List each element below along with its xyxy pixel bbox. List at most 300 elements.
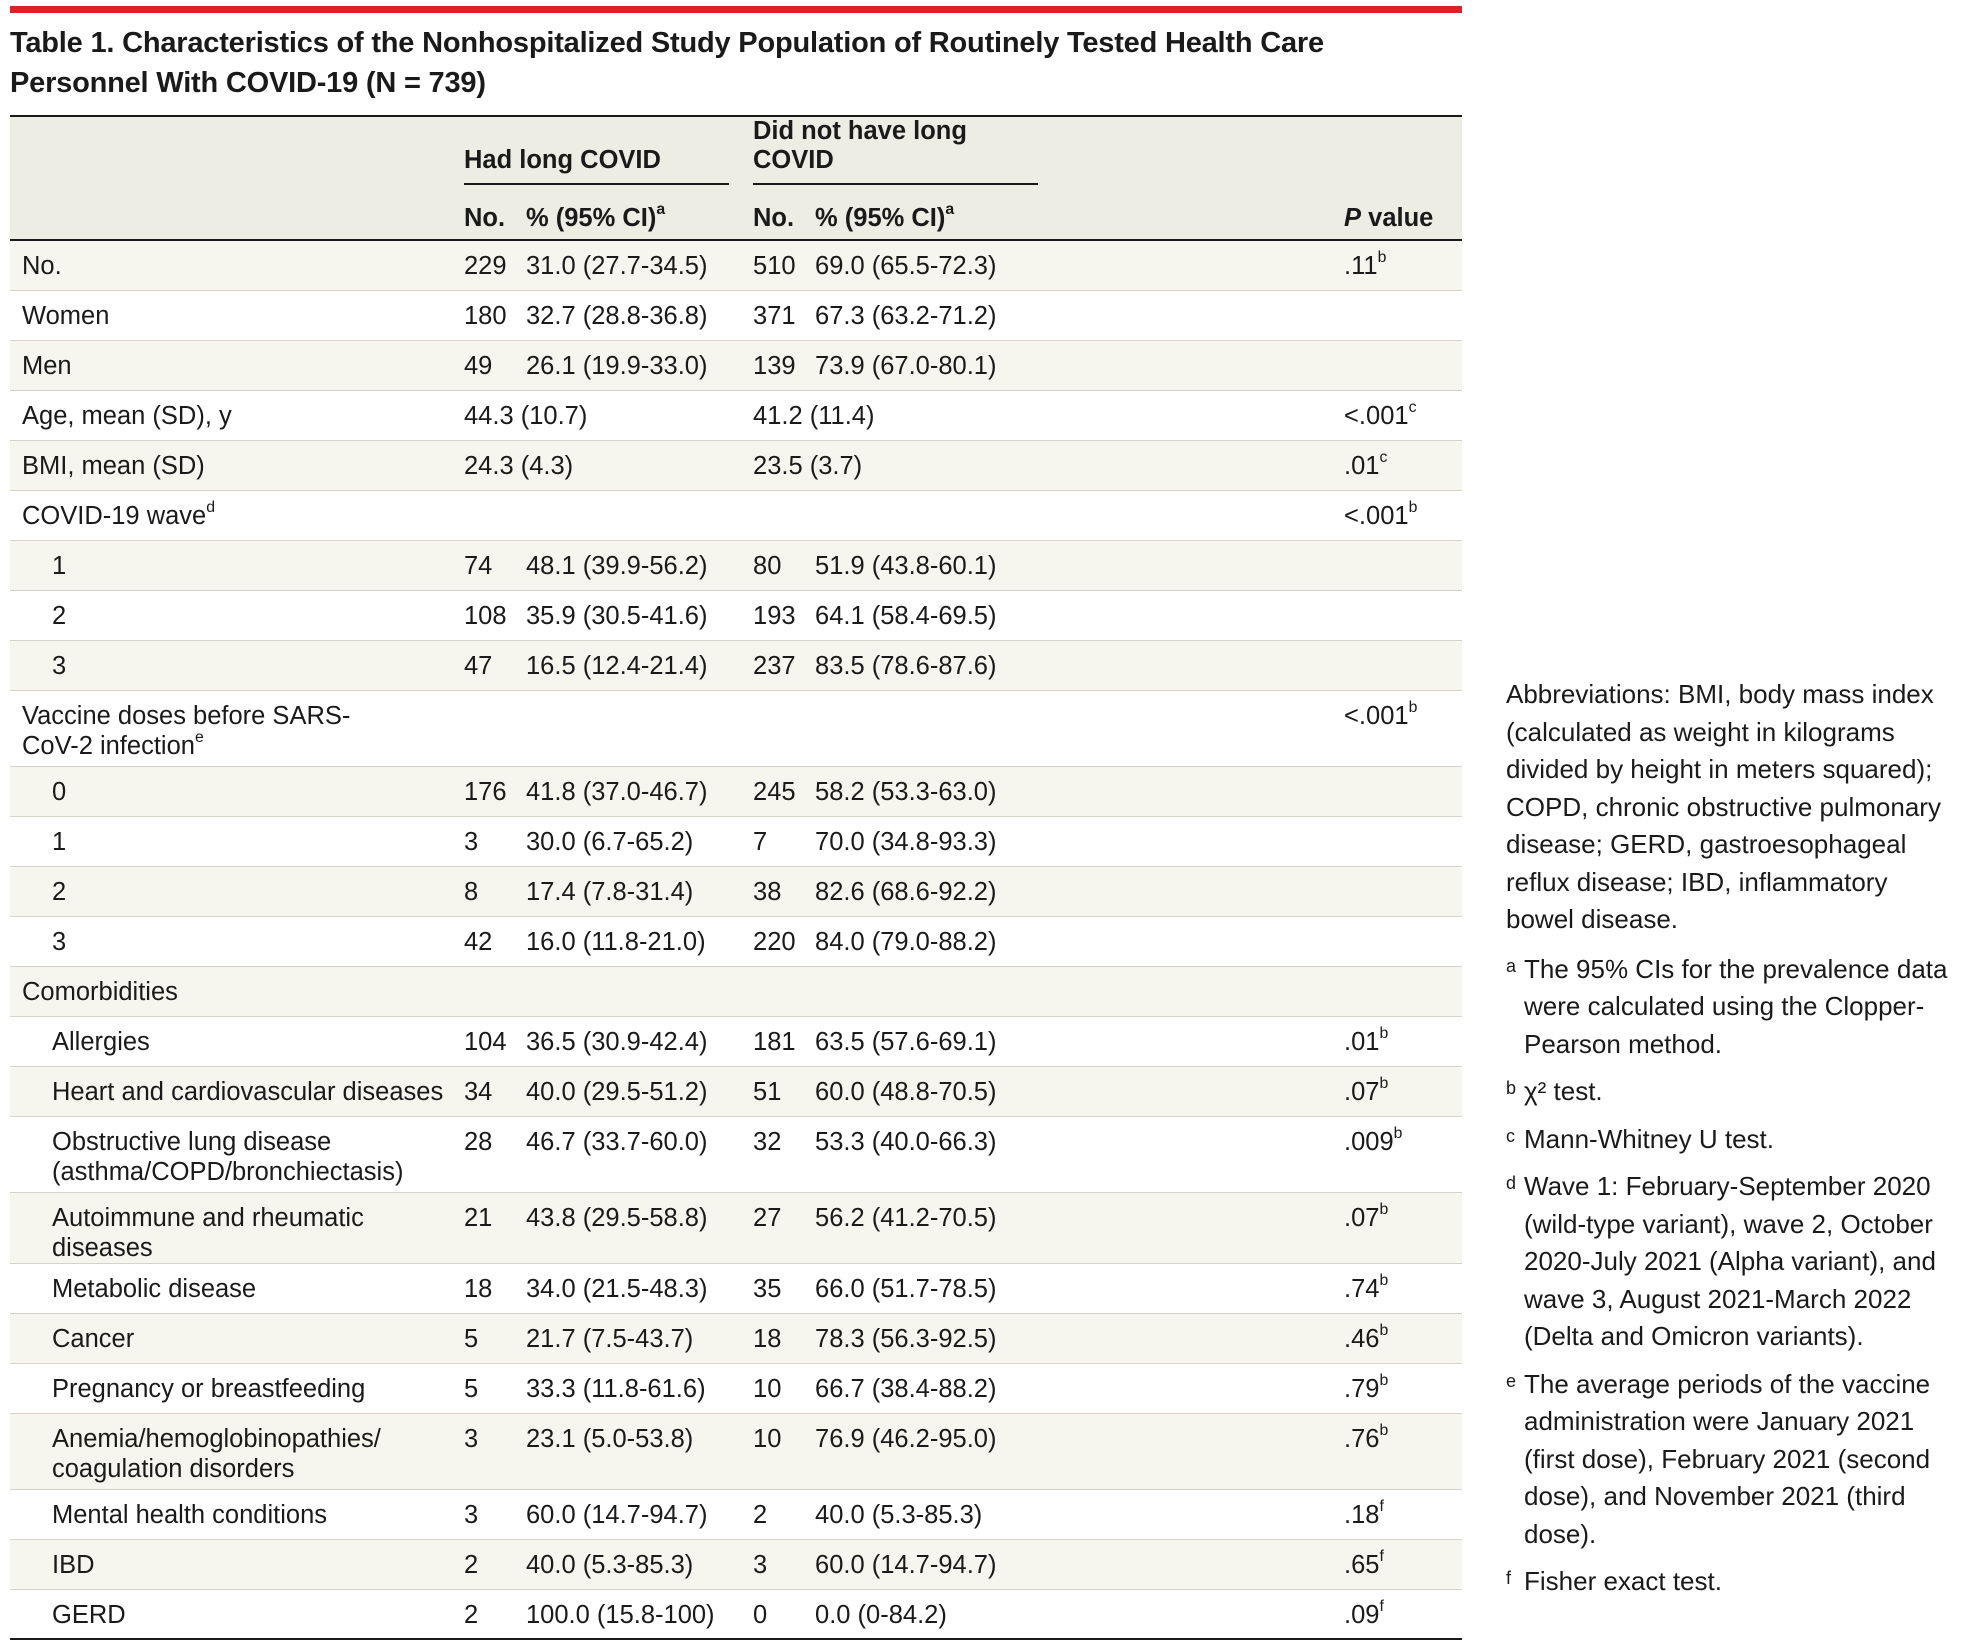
cell-pct-long — [526, 240, 753, 290]
row-label-text: Men — [22, 351, 72, 380]
cell-pct-long — [526, 490, 753, 540]
cell-no-not — [753, 1539, 815, 1589]
cell-no-long — [464, 540, 526, 590]
cell-no-long — [464, 1313, 526, 1363]
cell-p-value — [1062, 540, 1462, 590]
table-row — [10, 440, 1462, 490]
cell-pct-not-text: 58.2 (53.3-63.0) — [815, 777, 997, 806]
cell-no-not-text: 2 — [753, 1500, 768, 1529]
footnote — [1506, 951, 1956, 1064]
p-value-sup: b — [1379, 1321, 1389, 1339]
cell-no-not-text: 181 — [753, 1027, 796, 1056]
cell-pct-long-text: 35.9 (30.5-41.6) — [526, 601, 708, 630]
cell-no-not-text: 38 — [753, 877, 782, 906]
cell-p-value — [1062, 1192, 1462, 1263]
row-label-text: 2 — [52, 877, 67, 906]
header-pct-not-sup: a — [945, 201, 955, 219]
table-header — [10, 116, 1462, 240]
cell-pct-not — [815, 1413, 1062, 1489]
table-row — [10, 1589, 1462, 1639]
cell-no-long — [464, 866, 526, 916]
cell-pct-not-text: 70.0 (34.8-93.3) — [815, 827, 997, 856]
row-label — [10, 440, 464, 490]
cell-pct-not-text: 56.2 (41.2-70.5) — [815, 1203, 997, 1232]
cell-no-long — [464, 1363, 526, 1413]
cell-mean-not — [753, 440, 1062, 490]
table-row — [10, 866, 1462, 916]
cell-no-not-text: 237 — [753, 651, 796, 680]
row-label-text: COVID-19 wave — [22, 501, 207, 530]
row-label — [10, 1489, 464, 1539]
cell-no-long-text: 49 — [464, 351, 493, 380]
cell-no-not-text: 27 — [753, 1203, 782, 1232]
cell-no-not-text: 18 — [753, 1324, 782, 1353]
footnote — [1506, 1121, 1956, 1159]
cell-no-not — [753, 1413, 815, 1489]
row-label — [10, 1016, 464, 1066]
cell-no-long — [464, 1589, 526, 1639]
cell-no-not — [753, 1363, 815, 1413]
cell-no-long-text: 2 — [464, 1550, 479, 1579]
p-value-sup: b — [1408, 698, 1418, 716]
cell-no-not — [753, 1263, 815, 1313]
cell-no-not — [753, 1313, 815, 1363]
cell-no-not-text: 7 — [753, 827, 768, 856]
p-value-sup: b — [1377, 249, 1387, 267]
cell-no-not — [753, 766, 815, 816]
cell-no-not — [753, 916, 815, 966]
footnote-mark: d — [1506, 1173, 1517, 1193]
cell-pct-long — [526, 866, 753, 916]
group-label-no-long-covid: Did not have long COVID — [753, 117, 1038, 185]
cell-p-value — [1062, 1016, 1462, 1066]
p-value-sup: b — [1379, 1024, 1389, 1042]
cell-pct-not-text: 67.3 (63.2-71.2) — [815, 301, 997, 330]
cell-no-long — [464, 1066, 526, 1116]
table-row — [10, 640, 1462, 690]
cell-pct-not-text: 53.3 (40.0-66.3) — [815, 1127, 997, 1156]
table-row — [10, 240, 1462, 290]
p-value-sup: b — [1379, 1271, 1389, 1289]
cell-no-long — [464, 816, 526, 866]
cell-pct-long — [526, 540, 753, 590]
footnote — [1506, 1563, 1956, 1601]
row-label-text: 0 — [52, 777, 67, 806]
row-label-text: BMI, mean (SD) — [22, 451, 205, 480]
cell-no-not-text: 510 — [753, 252, 796, 280]
cell-no-long-text: 5 — [464, 1374, 479, 1403]
cell-no-long — [464, 290, 526, 340]
cell-pct-long — [526, 1263, 753, 1313]
characteristics-table — [10, 115, 1462, 1640]
cell-p-value — [1062, 690, 1462, 766]
p-value-sup: b — [1379, 1200, 1389, 1218]
cell-pct-long — [526, 1016, 753, 1066]
row-label — [10, 966, 464, 1016]
cell-pct-not-text: 60.0 (14.7-94.7) — [815, 1550, 997, 1579]
footnote-text: The 95% CIs for the prevalence data were calculated using the Clopper-Pearson method. — [1524, 953, 1948, 1059]
row-label — [10, 1539, 464, 1589]
row-label — [10, 640, 464, 690]
cell-p-value-text: .11 — [1344, 252, 1378, 280]
cell-pct-not — [815, 340, 1062, 390]
cell-pct-not-text: 76.9 (46.2-95.0) — [815, 1424, 997, 1453]
row-label-text: Allergies — [52, 1027, 150, 1056]
cell-p-value-text: .01 — [1344, 1027, 1380, 1056]
header-pct-long — [526, 185, 753, 240]
row-label — [10, 1413, 464, 1489]
row-label-text: 3 — [52, 651, 67, 680]
footnote-mark: c — [1506, 1125, 1515, 1146]
p-value-sup: f — [1379, 1497, 1384, 1515]
cell-pct-not — [815, 1192, 1062, 1263]
cell-p-value-text: .76 — [1344, 1424, 1380, 1453]
cell-p-value-text: <.001 — [1344, 401, 1409, 430]
row-label — [10, 690, 464, 766]
cell-p-value-text: .009 — [1344, 1127, 1394, 1156]
row-label-text: Women — [22, 301, 110, 330]
cell-no-long-text: 176 — [464, 777, 507, 806]
cell-no-not — [753, 1589, 815, 1639]
row-label-sup: e — [194, 728, 204, 746]
row-label — [10, 766, 464, 816]
cell-pct-not — [815, 1489, 1062, 1539]
cell-p-value — [1062, 490, 1462, 540]
cell-no-long — [464, 1192, 526, 1263]
table-row — [10, 916, 1462, 966]
cell-no-long-text: 74 — [464, 551, 493, 580]
cell-pct-not-text: 83.5 (78.6-87.6) — [815, 651, 997, 680]
cell-no-not-text: 80 — [753, 551, 782, 580]
row-label — [10, 1363, 464, 1413]
cell-p-value — [1062, 240, 1462, 290]
row-label-text: Autoimmune and rheumatic diseases — [52, 1203, 364, 1262]
cell-pct-not — [815, 1066, 1062, 1116]
cell-no-not — [753, 490, 815, 540]
cell-p-value-text: .07 — [1344, 1203, 1380, 1232]
cell-p-value — [1062, 440, 1462, 490]
row-label-text: Age, mean (SD), y — [22, 401, 232, 430]
cell-pct-not — [815, 590, 1062, 640]
footnote-mark: f — [1506, 1568, 1512, 1588]
row-label-text: 2 — [52, 601, 67, 630]
cell-pct-not-text: 40.0 (5.3-85.3) — [815, 1500, 983, 1529]
cell-pct-long-text: 33.3 (11.8-61.6) — [526, 1374, 706, 1403]
cell-p-value-text: .18 — [1344, 1500, 1380, 1529]
row-label-text: Anemia/hemoglobinopathies/ coagulation disorders — [52, 1424, 381, 1483]
cell-no-long — [464, 1489, 526, 1539]
cell-pct-long — [526, 1066, 753, 1116]
row-label — [10, 1589, 464, 1639]
row-label — [10, 490, 464, 540]
cell-p-value-text: .65 — [1344, 1550, 1380, 1579]
cell-p-value — [1062, 1116, 1462, 1192]
cell-no-long — [464, 490, 526, 540]
cell-pct-long — [526, 1589, 753, 1639]
cell-no-not-text: 35 — [753, 1274, 782, 1303]
footnote-text: Fisher exact test. — [1524, 1566, 1722, 1596]
cell-pct-long-text: 34.0 (21.5-48.3) — [526, 1274, 708, 1303]
row-label — [10, 540, 464, 590]
row-label — [10, 866, 464, 916]
cell-pct-long-text: 16.5 (12.4-21.4) — [526, 651, 708, 680]
cell-no-long — [464, 1116, 526, 1192]
cell-p-value — [1062, 290, 1462, 340]
cell-no-long-text: 28 — [464, 1127, 493, 1156]
row-label-text: Obstructive lung disease (asthma/COPD/bronchiectasis) — [52, 1127, 404, 1186]
cell-mean-not-text: 41.2 (11.4) — [753, 401, 875, 430]
cell-no-long — [464, 1413, 526, 1489]
cell-pct-not — [815, 1539, 1062, 1589]
group-label-long-covid: Had long COVID — [464, 146, 729, 185]
cell-no-long — [464, 1539, 526, 1589]
cell-no-not — [753, 340, 815, 390]
cell-pct-not-text: 63.5 (57.6-69.1) — [815, 1027, 997, 1056]
row-label — [10, 1313, 464, 1363]
row-label — [10, 390, 464, 440]
header-label-col — [10, 185, 464, 240]
cell-p-value-text: .74 — [1344, 1274, 1380, 1303]
table-row — [10, 540, 1462, 590]
cell-pct-not — [815, 540, 1062, 590]
cell-pct-long-text: 36.5 (30.9-42.4) — [526, 1027, 708, 1056]
row-label — [10, 916, 464, 966]
cell-pct-long — [526, 340, 753, 390]
cell-no-not-text: 3 — [753, 1550, 768, 1579]
header-group-long-covid — [464, 116, 753, 185]
cell-pct-not-text: 66.7 (38.4-88.2) — [815, 1374, 997, 1403]
cell-pct-long-text: 60.0 (14.7-94.7) — [526, 1500, 708, 1529]
cell-no-long — [464, 690, 526, 766]
row-label-text: Vaccine doses before SARS-CoV-2 infection — [22, 701, 351, 760]
cell-no-not — [753, 1192, 815, 1263]
table-row — [10, 340, 1462, 390]
table-row — [10, 290, 1462, 340]
cell-no-not-text: 32 — [753, 1127, 782, 1156]
cell-no-long — [464, 1263, 526, 1313]
p-value-sup: b — [1379, 1074, 1389, 1092]
cell-no-not — [753, 690, 815, 766]
row-label — [10, 340, 464, 390]
header-pct-long-sup: a — [656, 201, 666, 219]
cell-p-value — [1062, 1489, 1462, 1539]
cell-pct-long — [526, 690, 753, 766]
row-label-text: Heart and cardiovascular diseases — [52, 1077, 444, 1106]
table-row — [10, 1192, 1462, 1263]
cell-p-value — [1062, 1413, 1462, 1489]
footnote-text: The average periods of the vaccine administration were January 2021 (first dose), February 2021 (second dose), and November 2021 (third dose). — [1524, 1368, 1931, 1549]
cell-no-not-text: 139 — [753, 351, 796, 380]
cell-p-value — [1062, 1539, 1462, 1589]
cell-no-not — [753, 540, 815, 590]
p-value-sup: c — [1408, 398, 1417, 416]
cell-p-value-text: .79 — [1344, 1374, 1380, 1403]
cell-p-value — [1062, 816, 1462, 866]
cell-no-not-text: 371 — [753, 301, 796, 330]
cell-pct-long-text: 30.0 (6.7-65.2) — [526, 827, 694, 856]
cell-pct-long-text: 41.8 (37.0-46.7) — [526, 777, 708, 806]
cell-pct-not-text: 84.0 (79.0-88.2) — [815, 927, 997, 956]
cell-pct-long — [526, 966, 753, 1016]
cell-pct-long — [526, 766, 753, 816]
cell-no-not — [753, 590, 815, 640]
cell-no-not — [753, 290, 815, 340]
row-label — [10, 240, 464, 290]
row-label-text: 3 — [52, 927, 67, 956]
cell-pct-long-text: 48.1 (39.9-56.2) — [526, 551, 708, 580]
cell-p-value — [1062, 1263, 1462, 1313]
cell-pct-long-text: 31.0 (27.7-34.5) — [526, 252, 708, 280]
cell-pct-not — [815, 240, 1062, 290]
cell-pct-long-text: 26.1 (19.9-33.0) — [526, 351, 708, 380]
row-label-text: Cancer — [52, 1324, 135, 1353]
table-container — [10, 6, 1462, 1640]
cell-pct-long — [526, 1192, 753, 1263]
p-value-sup: f — [1379, 1597, 1384, 1615]
footnote — [1506, 1168, 1956, 1356]
cell-p-value — [1062, 590, 1462, 640]
cell-pct-long-text: 40.0 (29.5-51.2) — [526, 1077, 708, 1106]
table-row — [10, 1413, 1462, 1489]
cell-p-value-text: <.001 — [1344, 501, 1409, 530]
accent-rule — [10, 6, 1462, 13]
cell-p-value — [1062, 1589, 1462, 1639]
cell-p-value — [1062, 916, 1462, 966]
cell-pct-long-text: 43.8 (29.5-58.8) — [526, 1203, 708, 1232]
cell-p-value — [1062, 1066, 1462, 1116]
cell-no-long-text: 47 — [464, 651, 493, 680]
footnotes-list — [1506, 951, 1956, 1601]
row-label — [10, 1263, 464, 1313]
row-label — [10, 1066, 464, 1116]
cell-mean-not — [753, 390, 1062, 440]
cell-pct-not-text: 64.1 (58.4-69.5) — [815, 601, 997, 630]
cell-pct-long — [526, 1116, 753, 1192]
cell-p-value — [1062, 640, 1462, 690]
cell-pct-not — [815, 1313, 1062, 1363]
cell-no-long-text: 3 — [464, 1500, 479, 1529]
cell-no-not-text: 220 — [753, 927, 796, 956]
cell-pct-not — [815, 916, 1062, 966]
cell-pct-long-text: 32.7 (28.8-36.8) — [526, 301, 708, 330]
row-label — [10, 590, 464, 640]
p-value-sup: c — [1379, 448, 1388, 466]
header-group-no-long-covid — [753, 116, 1062, 185]
header-p-italic: P — [1344, 204, 1362, 232]
cell-pct-not-text: 82.6 (68.6-92.2) — [815, 877, 997, 906]
table-row — [10, 1489, 1462, 1539]
row-label-text: IBD — [52, 1550, 95, 1579]
table-row — [10, 690, 1462, 766]
table-row — [10, 590, 1462, 640]
header-no-long: No. — [464, 185, 526, 240]
table-title: Table 1. Characteristics of the Nonhospitalized Study Population of Routinely Tested Health Care Personnel With COVID-19 (N = 739) — [10, 27, 1324, 99]
cell-no-long — [464, 240, 526, 290]
row-label-text: GERD — [52, 1600, 126, 1629]
table-row — [10, 966, 1462, 1016]
cell-p-value — [1062, 966, 1462, 1016]
row-label-text: 1 — [52, 551, 67, 580]
cell-no-not-text: 245 — [753, 777, 796, 806]
p-value-sup: b — [1408, 498, 1418, 516]
cell-no-long — [464, 766, 526, 816]
cell-pct-long — [526, 1313, 753, 1363]
cell-no-long-text: 21 — [464, 1203, 493, 1232]
cell-pct-long — [526, 290, 753, 340]
cell-pct-long-text: 21.7 (7.5-43.7) — [526, 1324, 694, 1353]
header-pct-not-text: % (95% CI) — [815, 204, 946, 232]
cell-pct-long — [526, 1363, 753, 1413]
cell-no-not — [753, 966, 815, 1016]
footnote-text: χ² test. — [1524, 1076, 1603, 1106]
cell-mean-long-text: 44.3 (10.7) — [464, 401, 588, 430]
cell-pct-long — [526, 640, 753, 690]
footnote-mark: e — [1506, 1370, 1517, 1391]
cell-p-value — [1062, 866, 1462, 916]
abbreviations-note: Abbreviations: BMI, body mass index (calculated as weight in kilograms divided by height in meters squared); COPD, chronic obstructive pulmonary disease; GERD, gastroesophageal reflux disease; IBD, inflammatory bowel disease. — [1506, 679, 1941, 934]
cell-no-not — [753, 640, 815, 690]
cell-pct-long — [526, 590, 753, 640]
cell-no-not-text: 193 — [753, 601, 796, 630]
cell-p-value — [1062, 1313, 1462, 1363]
cell-pct-not-text: 0.0 (0-84.2) — [815, 1600, 947, 1629]
cell-no-not-text: 0 — [753, 1600, 768, 1629]
cell-no-not-text: 10 — [753, 1374, 782, 1403]
cell-no-not — [753, 1116, 815, 1192]
cell-no-long-text: 18 — [464, 1274, 493, 1303]
cell-pct-not — [815, 640, 1062, 690]
cell-no-long-text: 5 — [464, 1324, 479, 1353]
cell-pct-not — [815, 490, 1062, 540]
table-row — [10, 490, 1462, 540]
footnote-text: Wave 1: February-September 2020 (wild-type variant), wave 2, October 2020-July 2021 (Alpha variant), and wave 3, August 2021-March 2022 (Delta and Omicron variants). — [1524, 1171, 1936, 1351]
table-notes — [1506, 676, 1956, 1611]
table-row — [10, 1116, 1462, 1192]
cell-pct-long — [526, 1539, 753, 1589]
table-row — [10, 1363, 1462, 1413]
cell-no-long-text: 180 — [464, 301, 507, 330]
table-row — [10, 1313, 1462, 1363]
row-label — [10, 1116, 464, 1192]
cell-pct-long — [526, 816, 753, 866]
header-blank — [10, 116, 464, 185]
cell-mean-not-text: 23.5 (3.7) — [753, 451, 863, 480]
cell-no-not — [753, 1066, 815, 1116]
cell-p-value-text: .09 — [1344, 1600, 1380, 1629]
table-row — [10, 766, 1462, 816]
footnote-text: Mann-Whitney U test. — [1524, 1123, 1774, 1154]
row-label-text: Comorbidities — [22, 977, 178, 1006]
table-row — [10, 816, 1462, 866]
cell-pct-not-text: 66.0 (51.7-78.5) — [815, 1274, 997, 1303]
row-label-text: Mental health conditions — [52, 1500, 328, 1529]
header-no-not: No. — [753, 185, 815, 240]
cell-pct-not — [815, 766, 1062, 816]
cell-pct-long-text: 17.4 (7.8-31.4) — [526, 877, 694, 906]
row-label — [10, 816, 464, 866]
cell-no-long-text: 104 — [464, 1027, 507, 1056]
cell-no-long-text: 34 — [464, 1077, 493, 1106]
cell-no-long-text: 229 — [464, 252, 507, 280]
p-value-sup: b — [1379, 1421, 1389, 1439]
cell-pct-long-text: 40.0 (5.3-85.3) — [526, 1550, 694, 1579]
cell-pct-not — [815, 966, 1062, 1016]
cell-mean-long-text: 24.3 (4.3) — [464, 451, 574, 480]
row-label — [10, 290, 464, 340]
cell-no-long — [464, 1016, 526, 1066]
cell-pct-long — [526, 916, 753, 966]
row-label-sup: d — [206, 498, 216, 516]
